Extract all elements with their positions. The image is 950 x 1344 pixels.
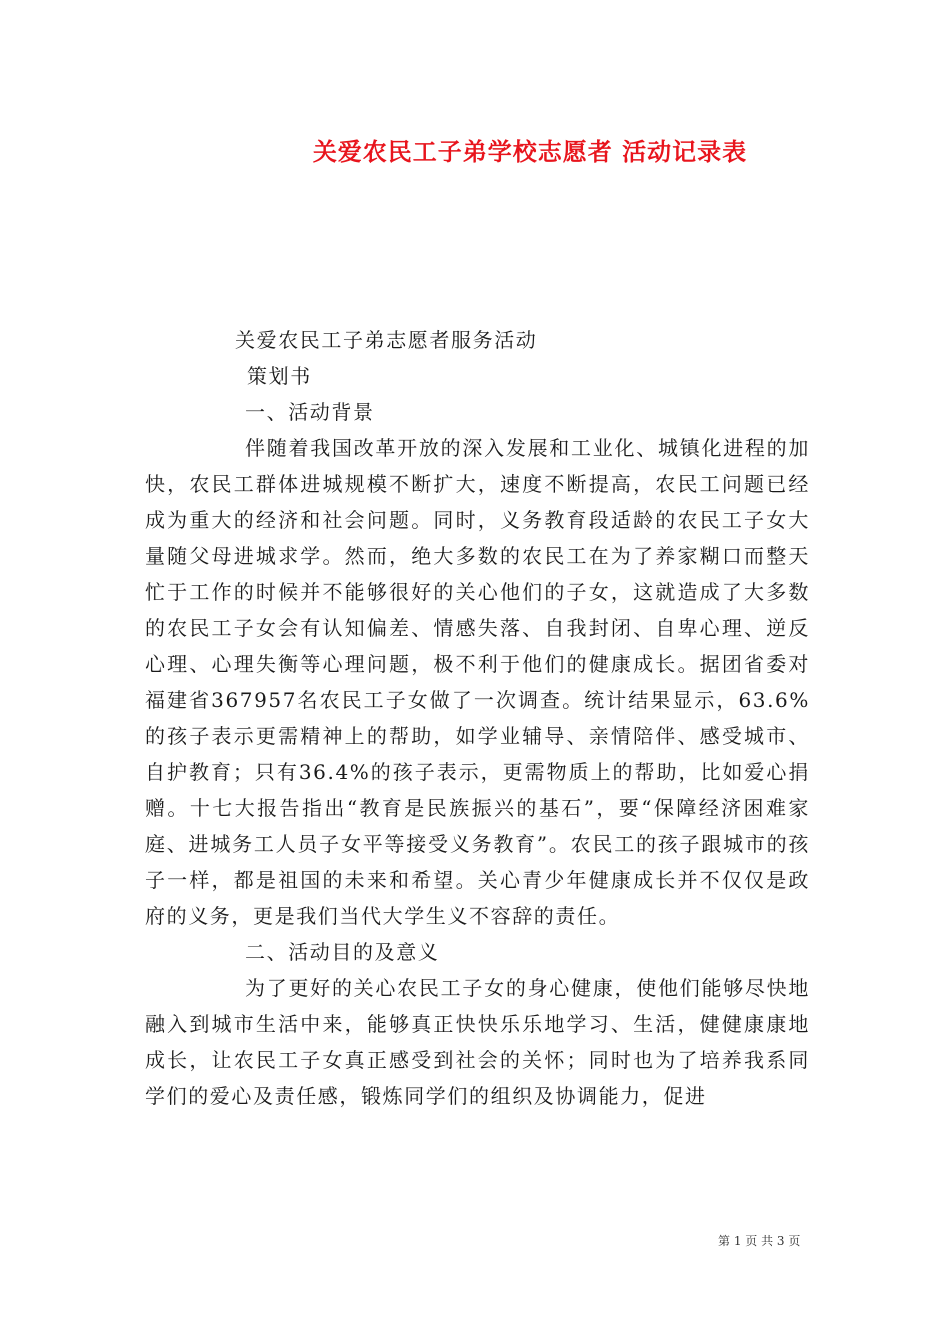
- subtitle-plan-label: 策划书: [247, 364, 312, 388]
- section-heading-background: 一、活动背景: [245, 400, 375, 424]
- paragraph-purpose: 为了更好的关心农民工子女的身心健康，使他们能够尽快地融入到城市生活中来，能够真正快快乐乐地学习、生活，健健康康地成长，让农民工子女真正感受到社会的关怀；同时也为了培养我系同学们的爱心及责任感，锻炼同学们的组织及协调能力，促进: [145, 976, 810, 1108]
- page-number-footer: 第 1 页 共 3 页: [718, 1234, 801, 1248]
- section-heading-purpose: 二、活动目的及意义: [245, 940, 440, 964]
- paragraph-background: 伴随着我国改革开放的深入发展和工业化、城镇化进程的加快，农民工群体进城规模不断扩大，速度不断提高，农民工问题已经成为重大的经济和社会问题。同时，义务教育段适龄的农民工子女大量随父母进城求学。然而，绝大多数的农民工在为了养家糊口而整天忙于工作的时候并不能够很好的关心他们的子女，这就造成了大多数的农民工子女会有认知偏差、情感失落、自我封闭、自卑心理、逆反心理、心理失衡等心理问题，极不利于他们的健康成长。据团省委对福建省367957名农民工子女做了一次调查。统计结果显示，63.6%的孩子表示更需精神上的帮助，如学业辅导、亲情陪伴、感受城市、自护教育；只有36.4%的孩子表示，更需物质上的帮助，比如爱心捐赠。十七大报告指出“教育是民族振兴的基石”，要“保障经济困难家庭、进城务工人员子女平等接受义务教育”。农民工的孩子跟城市的孩子一样，都是祖国的未来和希望。关心青少年健康成长并不仅仅是政府的义务，更是我们当代大学生义不容辞的责任。: [145, 436, 810, 928]
- document-body: [145, 322, 810, 1114]
- subtitle-plan-name: 关爱农民工子弟志愿者服务活动: [235, 328, 538, 352]
- document-title: 关爱农民工子弟学校志愿者 活动记录表: [312, 137, 748, 166]
